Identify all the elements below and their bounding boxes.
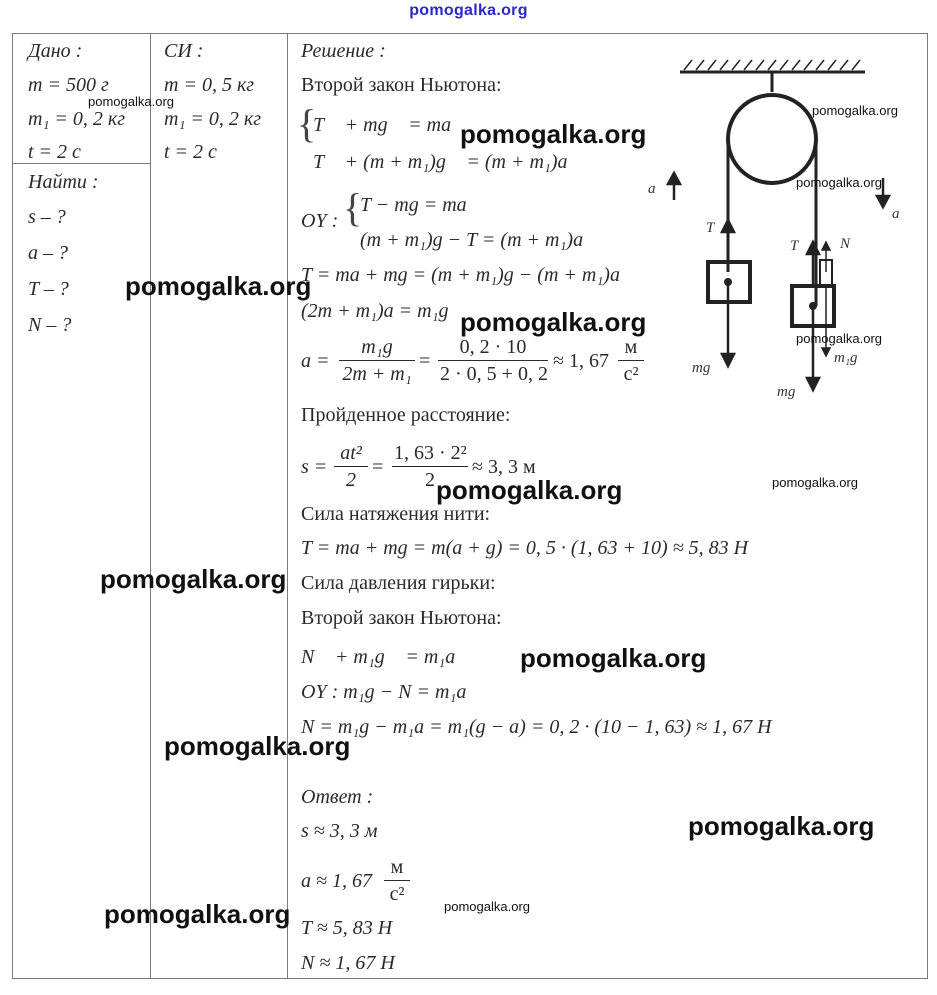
watermark: pomogalka.org (772, 475, 858, 490)
a-unit-den: с² (623, 363, 639, 385)
oy-label: OY : (301, 210, 339, 232)
watermark: pomogalka.org (444, 899, 530, 914)
tension-expression: T = ma + mg = (m + m₁)g − (m + m₁)a (301, 264, 620, 286)
watermark: pomogalka.org (164, 731, 351, 761)
site-header[interactable]: pomogalka.org (409, 2, 528, 19)
watermark: pomogalka.org (812, 103, 898, 118)
given-line-2: m₁ = 0, 2 кг (28, 108, 126, 130)
a-equals: = (419, 350, 431, 372)
label-a-left: a⃗ (648, 181, 668, 197)
mg-arrowhead-right (807, 378, 819, 390)
m1g-arrowhead (822, 348, 830, 356)
s-fraction-2-num: 1, 63 · 2² (394, 442, 467, 464)
watermark: pomogalka.org (104, 899, 291, 929)
answer-s: s ≈ 3, 3 м (301, 820, 378, 842)
row-divider (12, 163, 150, 164)
s-fraction-1-bar (334, 466, 368, 467)
find-line-4: N – ? (28, 314, 72, 336)
answer-a-unit-bar (384, 880, 410, 881)
watermark: pomogalka.org (88, 94, 174, 109)
given-line-3: t = 2 с (28, 141, 81, 163)
answer-a-unit (384, 856, 410, 905)
s-result: ≈ 3, 3 м (472, 456, 536, 478)
oy-equation: OY : m₁g − N = m₁a (301, 681, 467, 703)
watermark: pomogalka.org (520, 643, 707, 673)
a-fraction-1-den: 2m + m₁ (342, 363, 412, 385)
ceiling-hatching (684, 60, 860, 70)
label-mg-left: mg⃗ (692, 360, 722, 376)
solution-title: Решение : (301, 40, 386, 62)
a-fraction-2-num: 0, 2 · 10 (459, 336, 527, 358)
system2-eq-b: (m + m₁)g − T = (m + m₁)a (360, 229, 584, 251)
watermark: pomogalka.org (436, 475, 623, 505)
pulley-wheel (728, 95, 816, 183)
label-T-right: T⃗ (790, 238, 811, 254)
watermark: pomogalka.org (460, 307, 647, 337)
system2-eq-a: T − mg = ma (360, 194, 467, 216)
accel-arrowhead-down (877, 196, 889, 207)
si-title: СИ : (164, 40, 204, 62)
find-line-2: a – ? (28, 242, 68, 264)
vector-equation: N⃗ + m₁g⃗ = m₁a⃗ (301, 646, 471, 668)
given-title: Дано : (28, 40, 83, 62)
system-brace-2: { (343, 185, 363, 230)
label-N: N⃗ (840, 236, 862, 252)
a-fraction-1-bar (339, 360, 415, 361)
watermark: pomogalka.org (460, 119, 647, 149)
a-lhs: a = (301, 350, 330, 372)
s-fraction-2-den: 2 (425, 469, 435, 491)
watermark: pomogalka.org (796, 331, 882, 346)
label-m1g: m₁g⃗ (834, 350, 870, 366)
answer-N: N ≈ 1, 67 Н (301, 952, 395, 974)
a-fraction-2-bar (438, 360, 548, 361)
given-line-1: m = 500 г (28, 74, 109, 96)
answer-title: Ответ : (301, 786, 374, 808)
si-line-2: m₁ = 0, 2 кг (164, 108, 262, 130)
s-equals: = (372, 456, 384, 478)
find-title: Найти : (28, 171, 99, 193)
si-line-1: m = 0, 5 кг (164, 74, 255, 96)
s-fraction-1 (334, 442, 368, 491)
watermark: pomogalka.org (125, 271, 312, 301)
mg-arrowhead-left (722, 354, 734, 366)
answer-T: T ≈ 5, 83 Н (301, 917, 393, 939)
column-divider-2 (287, 33, 288, 979)
si-line-3: t = 2 с (164, 141, 217, 163)
newton-law-label-2: Второй закон Ньютона: (301, 607, 502, 629)
system-brace-1: { (297, 101, 317, 146)
column-divider-1 (150, 33, 151, 979)
system1-eq-a: T⃗ + mg⃗ = ma⃗ (313, 114, 467, 136)
a-result: ≈ 1, 67 (553, 350, 609, 372)
pressure-title: Сила давления гирьки: (301, 572, 496, 594)
s-lhs: s = (301, 456, 328, 478)
answer-a: a ≈ 1, 67 (301, 870, 372, 892)
find-line-1: s – ? (28, 206, 66, 228)
accel-arrowhead-up (668, 173, 680, 184)
watermark: pomogalka.org (100, 564, 287, 594)
newton-law-label: Второй закон Ньютона: (301, 74, 502, 96)
a-fraction-2-den: 2 · 0, 5 + 0, 2 (440, 363, 548, 385)
s-fraction-2-bar (392, 466, 468, 467)
acceleration-equation: (2m + m₁)a = m₁g (301, 300, 449, 322)
normal-force-equation: N = m₁g − m₁a = m₁(g − a) = 0, 2 · (10 − 1, 63) ≈ 1, 67 Н (301, 716, 772, 738)
normal-force-arrowhead (822, 242, 830, 250)
a-fraction-2 (438, 336, 548, 385)
distance-title: Пройденное расстояние: (301, 404, 511, 426)
answer-a-unit-num: м (390, 856, 404, 878)
system1-eq-b: T⃗ + (m + m₁)g⃗ = (m + m₁)a⃗ (313, 151, 584, 173)
find-line-3: T – ? (28, 278, 69, 300)
a-unit-num: м (624, 336, 638, 358)
label-mg-right: mg⃗ (777, 384, 807, 400)
s-fraction-1-den: 2 (346, 469, 356, 491)
tension-title: Сила натяжения нити: (301, 503, 491, 525)
answer-a-unit-den: с² (389, 883, 405, 905)
watermark: pomogalka.org (688, 811, 875, 841)
s-fraction-1-num: at² (340, 442, 362, 464)
label-T-left: T⃗ (706, 220, 727, 236)
label-a-right: a⃗ (892, 206, 912, 222)
a-fraction-1-num: m₁g (361, 336, 393, 358)
watermark: pomogalka.org (796, 175, 882, 190)
tension-equation: T = ma + mg = m(a + g) = 0, 5 · (1, 63 + 10) ≈ 5, 83 Н (301, 537, 749, 559)
a-fraction-1 (339, 336, 415, 385)
